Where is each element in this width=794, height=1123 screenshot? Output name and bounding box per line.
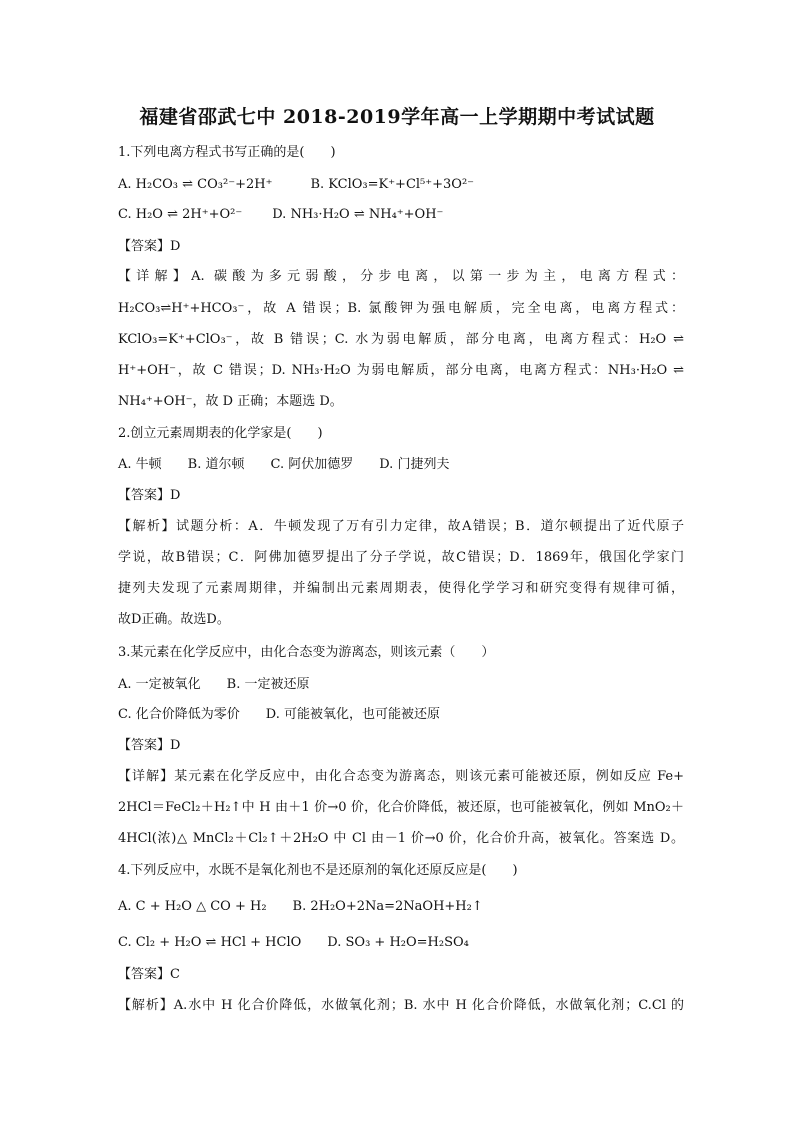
question-1-option-b: B. KClO₃=K⁺+Cl⁵⁺+3O²⁻ xyxy=(310,177,475,192)
question-3-options-cd: C. 化合价降低为零价 D. 可能被氧化，也可能被还原 xyxy=(118,707,440,722)
question-3-explanation-line: 4HCl(浓)△ MnCl₂＋Cl₂↑＋2H₂O 中 Cl 由－1 价→0 价，化合价升高，被氧化。答案选 D。 xyxy=(118,831,684,846)
question-3-answer: 【答案】D xyxy=(118,738,181,753)
question-1-option-a: A. H₂CO₃ ⇌ CO₃²⁻+2H⁺ xyxy=(118,177,273,192)
question-3-options-ab: A. 一定被氧化 B. 一定被还原 xyxy=(118,677,310,692)
question-4-explanation-line: 【解析】A.水中 H 化合价降低，水做氧化剂；B. 水中 H 化合价降低，水做氧化剂；C.Cl 的 xyxy=(118,998,684,1013)
question-3-explanation-line: 2HCl＝FeCl₂＋H₂↑中 H 由＋1 价→0 价，化合价降低，被还原，也可能被氧化，例如 MnO₂＋ xyxy=(118,800,684,815)
question-1-explanation-line: 【详解】A. 碳酸为多元弱酸，分步电离，以第一步为主，电离方程式： xyxy=(118,269,684,284)
question-4-answer: 【答案】C xyxy=(118,967,180,982)
question-3-stem: 3.某元素在化学反应中，由化合态变为游离态，则该元素（ ） xyxy=(118,645,495,660)
question-1-option-c: C. H₂O ⇌ 2H⁺+O²⁻ xyxy=(118,207,243,222)
question-1-option-d: D. NH₃·H₂O ⇌ NH₄⁺+OH⁻ xyxy=(272,207,444,222)
question-2-explanation-line: 学说，故B错误；C．阿佛加德罗提出了分子学说，故C错误；D．1869年，俄国化学家门 xyxy=(118,550,684,565)
question-1-answer: 【答案】D xyxy=(118,239,181,254)
question-4-options-ab: A. C + H₂O △ CO + H₂ B. 2H₂O+2Na=2NaOH+H₂↑ xyxy=(118,899,483,914)
question-2-stem: 2.创立元素周期表的化学家是( ) xyxy=(118,426,323,441)
question-2-explanation-line: 故D正确。故选D。 xyxy=(118,612,230,627)
question-2-explanation-line: 捷列夫发现了元素周期律，并编制出元素周期表，使得化学学习和研究变得有规律可循， xyxy=(118,581,684,596)
question-1-explanation-line: H⁺+OH⁻，故 C 错误；D. NH₃·H₂O 为弱电解质，部分电离，电离方程式：NH₃·H₂O ⇌ xyxy=(118,363,684,378)
question-1-explanation-line: NH₄⁺+OH⁻，故 D 正确；本题选 D。 xyxy=(118,394,343,409)
question-1-options-cd xyxy=(118,206,684,224)
question-3-explanation-line: 【详解】某元素在化学反应中，由化合态变为游离态，则该元素可能被还原，例如反应 Fe+ xyxy=(118,769,684,784)
question-2-answer: 【答案】D xyxy=(118,488,181,503)
question-1-options-ab xyxy=(118,176,684,194)
question-2-explanation-line: 【解析】试题分析：A．牛顿发现了万有引力定律，故A错误；B．道尔顿提出了近代原子 xyxy=(118,519,684,534)
question-1-explanation-line: KClO₃=K⁺+ClO₃⁻，故 B 错误；C. 水为弱电解质，部分电离，电离方程式：H₂O ⇌ xyxy=(118,332,684,347)
question-4-options-cd: C. Cl₂ + H₂O ⇌ HCl + HClO D. SO₃ + H₂O=H₂SO₄ xyxy=(118,935,469,950)
question-1-explanation-line: H₂CO₃⇌H⁺+HCO₃⁻，故 A 错误；B. 氯酸钾为强电解质，完全电离，电离方程式： xyxy=(118,301,684,316)
page-title: 福建省邵武七中 2018-2019学年高一上学期期中考试试题 xyxy=(139,106,655,128)
question-4-stem: 4.下列反应中，水既不是氧化剂也不是还原剂的氧化还原反应是( ) xyxy=(118,863,518,878)
question-1-stem: 1.下列电离方程式书写正确的是( ) xyxy=(118,145,336,160)
question-2-options: A. 牛顿 B. 道尔顿 C. 阿伏加德罗 D. 门捷列夫 xyxy=(118,457,450,472)
